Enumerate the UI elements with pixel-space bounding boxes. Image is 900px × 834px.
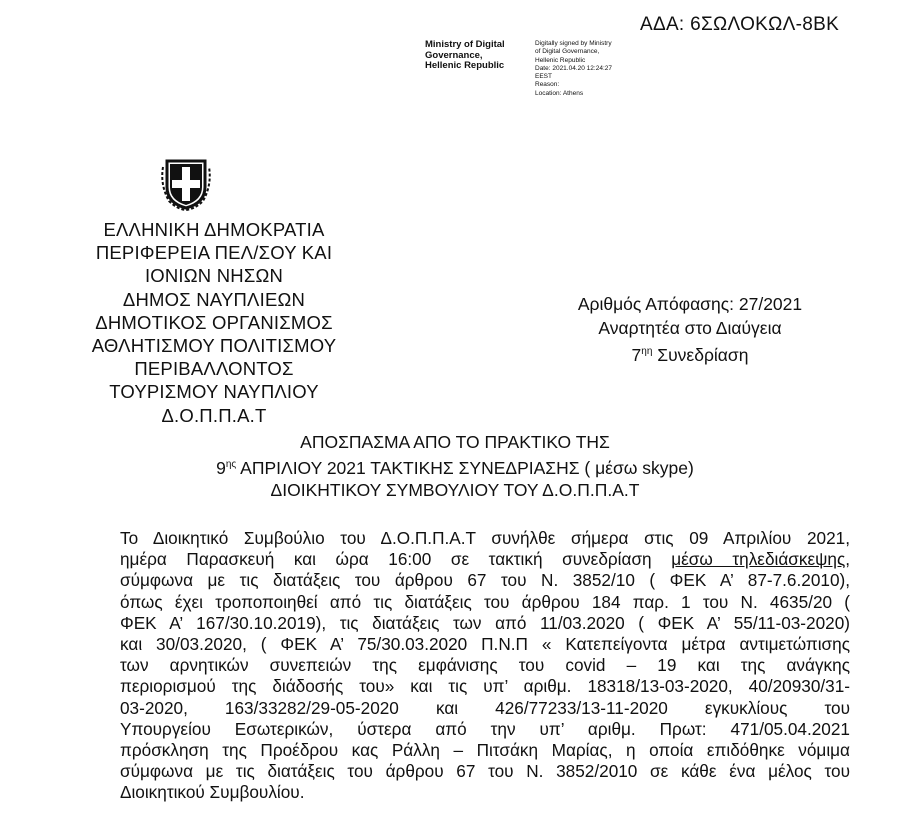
title-line-2: $9^{\eta\varsigma}$ ΑΠΡΙΛΙΟΥ 2021 ΤΑΚΤΙΚΗΣ ΣΥΝΕΔΡΙΑΣΗΣ ( μέσω skype) xyxy=(216,457,694,478)
signature-detail-line: of Digital Governance, xyxy=(535,48,600,56)
org-line: ΠΕΡΙΦΕΡΕΙΑ ΠΕΛ/ΣΟΥ ΚΑΙ xyxy=(95,242,333,264)
org-line: ΙΟΝΙΩΝ ΝΗΣΩΝ xyxy=(144,265,284,287)
digital-signature-signer xyxy=(425,40,505,72)
org-line: ΔΗΜΟΤΙΚΟΣ ΟΡΓΑΝΙΣΜΟΣ xyxy=(95,311,333,333)
body-line: Διοικητικού Συμβουλίου. xyxy=(120,782,305,803)
body-paragraph xyxy=(120,528,850,803)
body-line: σύμφωνα με τις διατάξεις του άρθρου 67 του Ν. 3852/10 ( ΦΕΚ Α’ 87-7.6.2010), xyxy=(120,570,850,591)
ada-code: ΑΔΑ: 6ΣΩΛΟΚΩΛ-8ΒΚ xyxy=(640,14,840,35)
signer-line: Ministry of Digital xyxy=(425,39,505,50)
decision-info xyxy=(570,293,810,367)
session-label: $7^{\eta\eta}$ Συνεδρίαση xyxy=(631,344,749,365)
signature-detail-line: Reason: xyxy=(535,81,560,89)
org-line: ΕΛΛΗΝΙΚΗ ΔΗΜΟΚΡΑΤΙΑ xyxy=(103,219,325,240)
signature-detail-line: Location: Athens xyxy=(535,89,584,97)
body-line: 03-2020, 163/33282/29-05-2020 και 426/77233/13-11-2020 εγκυκλίους του xyxy=(120,697,850,718)
greek-coat-of-arms-icon xyxy=(159,157,213,211)
org-line: Δ.Ο.Π.Π.Α.Τ xyxy=(161,404,267,426)
body-line: περιορισμού της διάδοσής του» και τις υπ’ αριθμ. 18318/13-03-2020, 40/20930/31- xyxy=(120,676,850,697)
body-line: πρόσκληση της Προέδρου κας Ράλλη – Πιτσάκη Μαρίας, η οποία επιδόθηκε νόμιμα xyxy=(120,739,850,760)
title-line-1: ΑΠΟΣΠΑΣΜΑ ΑΠΟ ΤΟ ΠΡΑΚΤΙΚΟ ΤΗΣ xyxy=(300,432,610,452)
decision-number: Αριθμός Απόφασης: 27/2021 xyxy=(577,294,803,314)
signer-line: Governance, xyxy=(425,49,483,61)
signature-detail-line: Hellenic Republic xyxy=(535,56,586,64)
body-line: των αρνητικών συνεπειών της εμφάνισης του covid – 19 και της ανάγκης xyxy=(120,655,850,676)
body-line: και 30/03.2020, ( ΦΕΚ Α’ 75/30.03.2020 Π.Ν.Π « Κατεπείγοντα μέτρα αντιμετώπισης xyxy=(120,633,850,654)
org-line: ΤΟΥΡΙΣΜΟΥ ΝΑΥΠΛΙΟΥ xyxy=(109,381,319,403)
document-title xyxy=(95,431,815,501)
posting-note: Αναρτητέα στο Διαύγεια xyxy=(598,317,782,338)
signature-detail-line: Date: 2021.04.20 12:24:27 xyxy=(535,64,612,72)
title-line-3: ΔΙΟΙΚΗΤΙΚΟΥ ΣΥΜΒΟΥΛΙΟΥ ΤΟΥ Δ.Ο.Π.Π.Α.Τ xyxy=(270,479,640,500)
signature-detail-line: EEST xyxy=(535,73,552,81)
org-line: ΠΕΡΙΒΑΛΛΟΝΤΟΣ xyxy=(134,358,294,380)
issuing-organization-block xyxy=(40,218,388,427)
org-line: ΔΗΜΟΣ ΝΑΥΠΛΙΕΩΝ xyxy=(122,288,306,310)
body-line: σύμφωνα με τις διατάξεις του άρθρου 67 του Ν. 3852/2010 σε κάθε ένα μέλος του xyxy=(120,761,850,782)
signer-line: Hellenic Republic xyxy=(425,60,505,71)
digital-signature-details xyxy=(535,40,612,98)
body-line: Το Διοικητικό Συμβούλιο του Δ.Ο.Π.Π.Α.Τ συνήλθε σήμερα στις 09 Απριλίου 2021, xyxy=(120,528,850,548)
body-line: Υπουργείου Εσωτερικών, ύστερα από την υπ’ αριθμ. Πρωτ: 471/05.04.2021 xyxy=(120,718,850,739)
body-line: όπως έχει τροποποιηθεί από τις διατάξεις του άρθρου 184 παρ. 1 του Ν. 4635/20 ( xyxy=(120,591,850,612)
signature-detail-line: Digitally signed by Ministry xyxy=(535,40,612,47)
org-line: ΑΘΛΗΤΙΣΜΟΥ ΠΟΛΙΤΙΣΜΟΥ xyxy=(91,335,337,357)
body-line: ΦΕΚ Α’ 167/30.10.2019), τις διατάξεις των από 11/03.2020 ( ΦΕΚ Α’ 55/11-03-2020) xyxy=(120,612,850,633)
body-line: ημέρα Παρασκευή και ώρα 16:00 σε τακτική συνεδρίαση μέσω τηλεδιάσκεψης, xyxy=(120,549,850,570)
underlined-phrase: μέσω τηλεδιάσκεψης, xyxy=(671,549,850,570)
